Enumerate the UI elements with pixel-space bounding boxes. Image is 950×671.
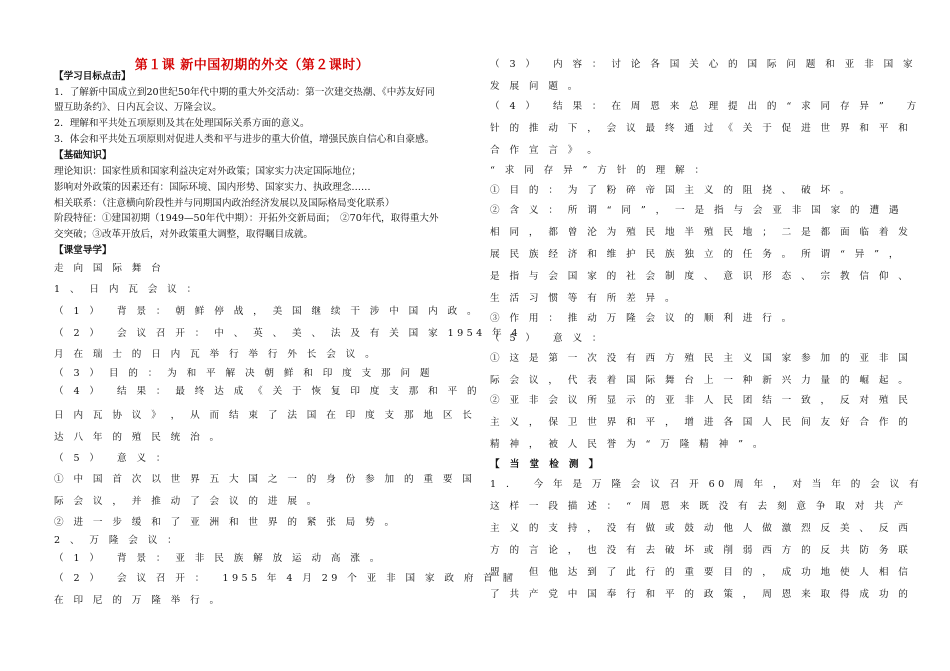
text-line: 发 展 问 题 。 xyxy=(490,81,581,92)
text-line: （ 2 ） 会 议 召 开 ： 1955 年 4 月 29 个 亚 非 国 家 政 府 首 脑 xyxy=(54,573,516,584)
text-line: （ 4 ） 结 果 ： 最 终 达 成 《 关 于 恢 复 印 度 支 那 和 平 的 xyxy=(54,386,481,397)
text-line: 际 会 议 ， 代 表 着 国 际 舞 台 上 一 种 新 兴 力 量 的 崛 起 。 xyxy=(490,375,912,386)
text-line: （ 5 ） 意 义 ： xyxy=(490,333,605,344)
text-line: 相 同 ， 都 曾 沦 为 殖 民 地 半 殖 民 地 ； 二 是 都 面 临 着 发 xyxy=(490,227,912,238)
text-line: （ 1 ） 背 景 ： 亚 非 民 族 解 放 运 动 高 涨 。 xyxy=(54,553,383,564)
text-line: 1 、 日 内 瓦 会 议 ： xyxy=(54,284,200,295)
text-line: 2．理解和平共处五项原则及其在处理国际关系方面的意义。 xyxy=(54,118,310,129)
text-line: 这 样 一 段 描 述 ： “ 周 恩 来 既 没 有 去 刻 意 争 取 对 共 产 xyxy=(490,501,907,512)
page-title: 第１课 新中国初期的外交（第２课时） xyxy=(134,58,370,73)
text-line: 际 会 议 ， 并 推 动 了 会 议 的 进 展 。 xyxy=(54,496,320,507)
text-line: ② 亚 非 会 议 所 显 示 的 亚 非 人 民 团 结 一 致 ， 反 对 殖 民 xyxy=(490,395,912,406)
text-line: （ 5 ） 意 义 ： xyxy=(54,453,169,464)
text-line: ② 含 义 ： 所 谓 “ 同 ” ， 一 是 指 与 会 亚 非 国 家 的 遭 遇 xyxy=(490,205,902,216)
text-line: ① 这 是 第 一 次 没 有 西 方 殖 民 主 义 国 家 参 加 的 亚 非 国 xyxy=(490,353,912,364)
text-line: 阶段特征：①建国初期（1949—50年代中期）：开拓外交新局面； ②70年代，取得重大外 xyxy=(54,213,439,224)
text-line: 方 的 言 论 ， 也 没 有 去 破 坏 或 削 弱 西 方 的 反 共 防 务 联 xyxy=(490,545,912,556)
text-line: 盟互助条约》、日内瓦会议、万隆会议。 xyxy=(54,102,222,113)
text-line: 了 共 产 党 中 国 奉 行 和 平 的 政 策 ， 周 恩 来 取 得 成 功 的 xyxy=(490,589,912,600)
text-line: ① 中 国 首 次 以 世 界 五 大 国 之 一 的 身 份 参 加 的 重 要 国 xyxy=(54,474,476,485)
text-line: （ 3 ） 内 容 ： 讨 论 各 国 关 心 的 国 际 问 题 和 亚 非 国 家 xyxy=(490,59,917,70)
text-line: 理论知识：国家性质和国家利益决定对外政策；国家实力决定国际地位； xyxy=(54,166,361,177)
text-line: 1．了解新中国成立到20世纪50年代中期的重大外交活动：第一次建交热潮、《中苏友好同 xyxy=(54,87,435,98)
text-line: 盟 。 但 他 达 到 了 此 行 的 重 要 目 的 ， 成 功 地 使 人 相 信 xyxy=(490,567,912,578)
text-line: （ 2 ） 会 议 召 开 ： 中 、 英 、 美 、 法 及 有 关 国 家 1954 年 4 xyxy=(54,328,521,339)
text-line: （ 1 ） 背 景 ： 朝 鲜 停 战 ， 美 国 继 续 干 涉 中 国 内 政 。 xyxy=(54,306,481,317)
text-line: 针 的 推 动 下 ， 会 议 最 终 通 过 《 关 于 促 进 世 界 和 平 和 xyxy=(490,123,912,134)
text-line: “ 求 同 存 异 ” 方 针 的 理 解 ： xyxy=(490,165,708,176)
text-line: 月 在 瑞 士 的 日 内 瓦 举 行 举 行 外 长 会 议 。 xyxy=(54,349,379,360)
text-line: （ 3 ） 目 的 ： 为 和 平 解 决 朝 鲜 和 印 度 支 那 问 题 xyxy=(54,368,433,379)
text-line: ③ 作 用 ： 推 动 万 隆 会 议 的 顺 利 进 行 。 xyxy=(490,313,795,324)
text-line: 【 当 堂 检 测 】 xyxy=(490,459,602,470)
text-line: ② 进 一 步 缓 和 了 亚 洲 和 世 界 的 紧 张 局 势 。 xyxy=(54,517,398,528)
text-line: 相关联系：（注意横向阶段性并与同期国内政治经济发展以及国际格局变化联系） xyxy=(54,198,395,209)
text-line: 2 、 万 隆 会 议 ： xyxy=(54,535,181,546)
text-line: 影响对外政策的因素还有：国际环境、国内形势、国家实力、执政理念…… xyxy=(54,182,371,193)
text-line: 【课堂导学】 xyxy=(54,245,112,256)
text-line: 是 指 与 会 国 家 的 社 会 制 度 、 意 识 形 态 、 宗 教 信 仰 、 xyxy=(490,271,912,282)
text-line: 展 民 族 经 济 和 维 护 民 族 独 立 的 任 务 。 所 谓 “ 异 ” ， xyxy=(490,249,902,260)
text-line: （ 4 ） 结 果 ： 在 周 恩 来 总 理 提 出 的 “ 求 同 存 异 ” 方 xyxy=(490,101,920,112)
text-line: 【基础知识】 xyxy=(54,150,112,161)
text-line: 日 内 瓦 协 议 》 ， 从 而 结 束 了 法 国 在 印 度 支 那 地 区 长 xyxy=(54,410,476,421)
text-line: 1 ． 今 年 是 万 隆 会 议 召 开 60 周 年 ， 对 当 年 的 会 议 有 xyxy=(490,479,923,490)
text-line: 主 义 的 支 持 ， 没 有 做 或 鼓 动 他 人 做 激 烈 反 美 、 反 西 xyxy=(490,523,912,534)
text-line: 达 八 年 的 殖 民 统 治 。 xyxy=(54,432,223,443)
text-line: 【学习目标点击】 xyxy=(54,71,131,82)
text-line: 精 神 ， 被 人 民 誉 为 “ 万 隆 精 神 ” 。 xyxy=(490,439,766,450)
text-line: 交突破；③改革开放后，对外政策重大调整，取得瞩目成就。 xyxy=(54,229,314,240)
text-line: 在 印 尼 的 万 隆 举 行 。 xyxy=(54,595,223,606)
text-line: 合 作 宣 言 》 。 xyxy=(490,145,601,156)
text-line: ① 目 的 ： 为 了 粉 碎 帝 国 主 义 的 阻 挠 、 破 坏 。 xyxy=(490,185,853,196)
text-line: 主 义 ， 保 卫 世 界 和 平 ， 增 进 各 国 人 民 间 友 好 合 作 的 xyxy=(490,417,912,428)
text-line: 3．体会和平共处五项原则对促进人类和平与进步的重大价值，增强民族自信心和自豪感。 xyxy=(54,134,435,145)
text-line: 走 向 国 际 舞 台 xyxy=(54,263,165,274)
text-line: 生 活 习 惯 等 有 所 差 异 。 xyxy=(490,293,678,304)
